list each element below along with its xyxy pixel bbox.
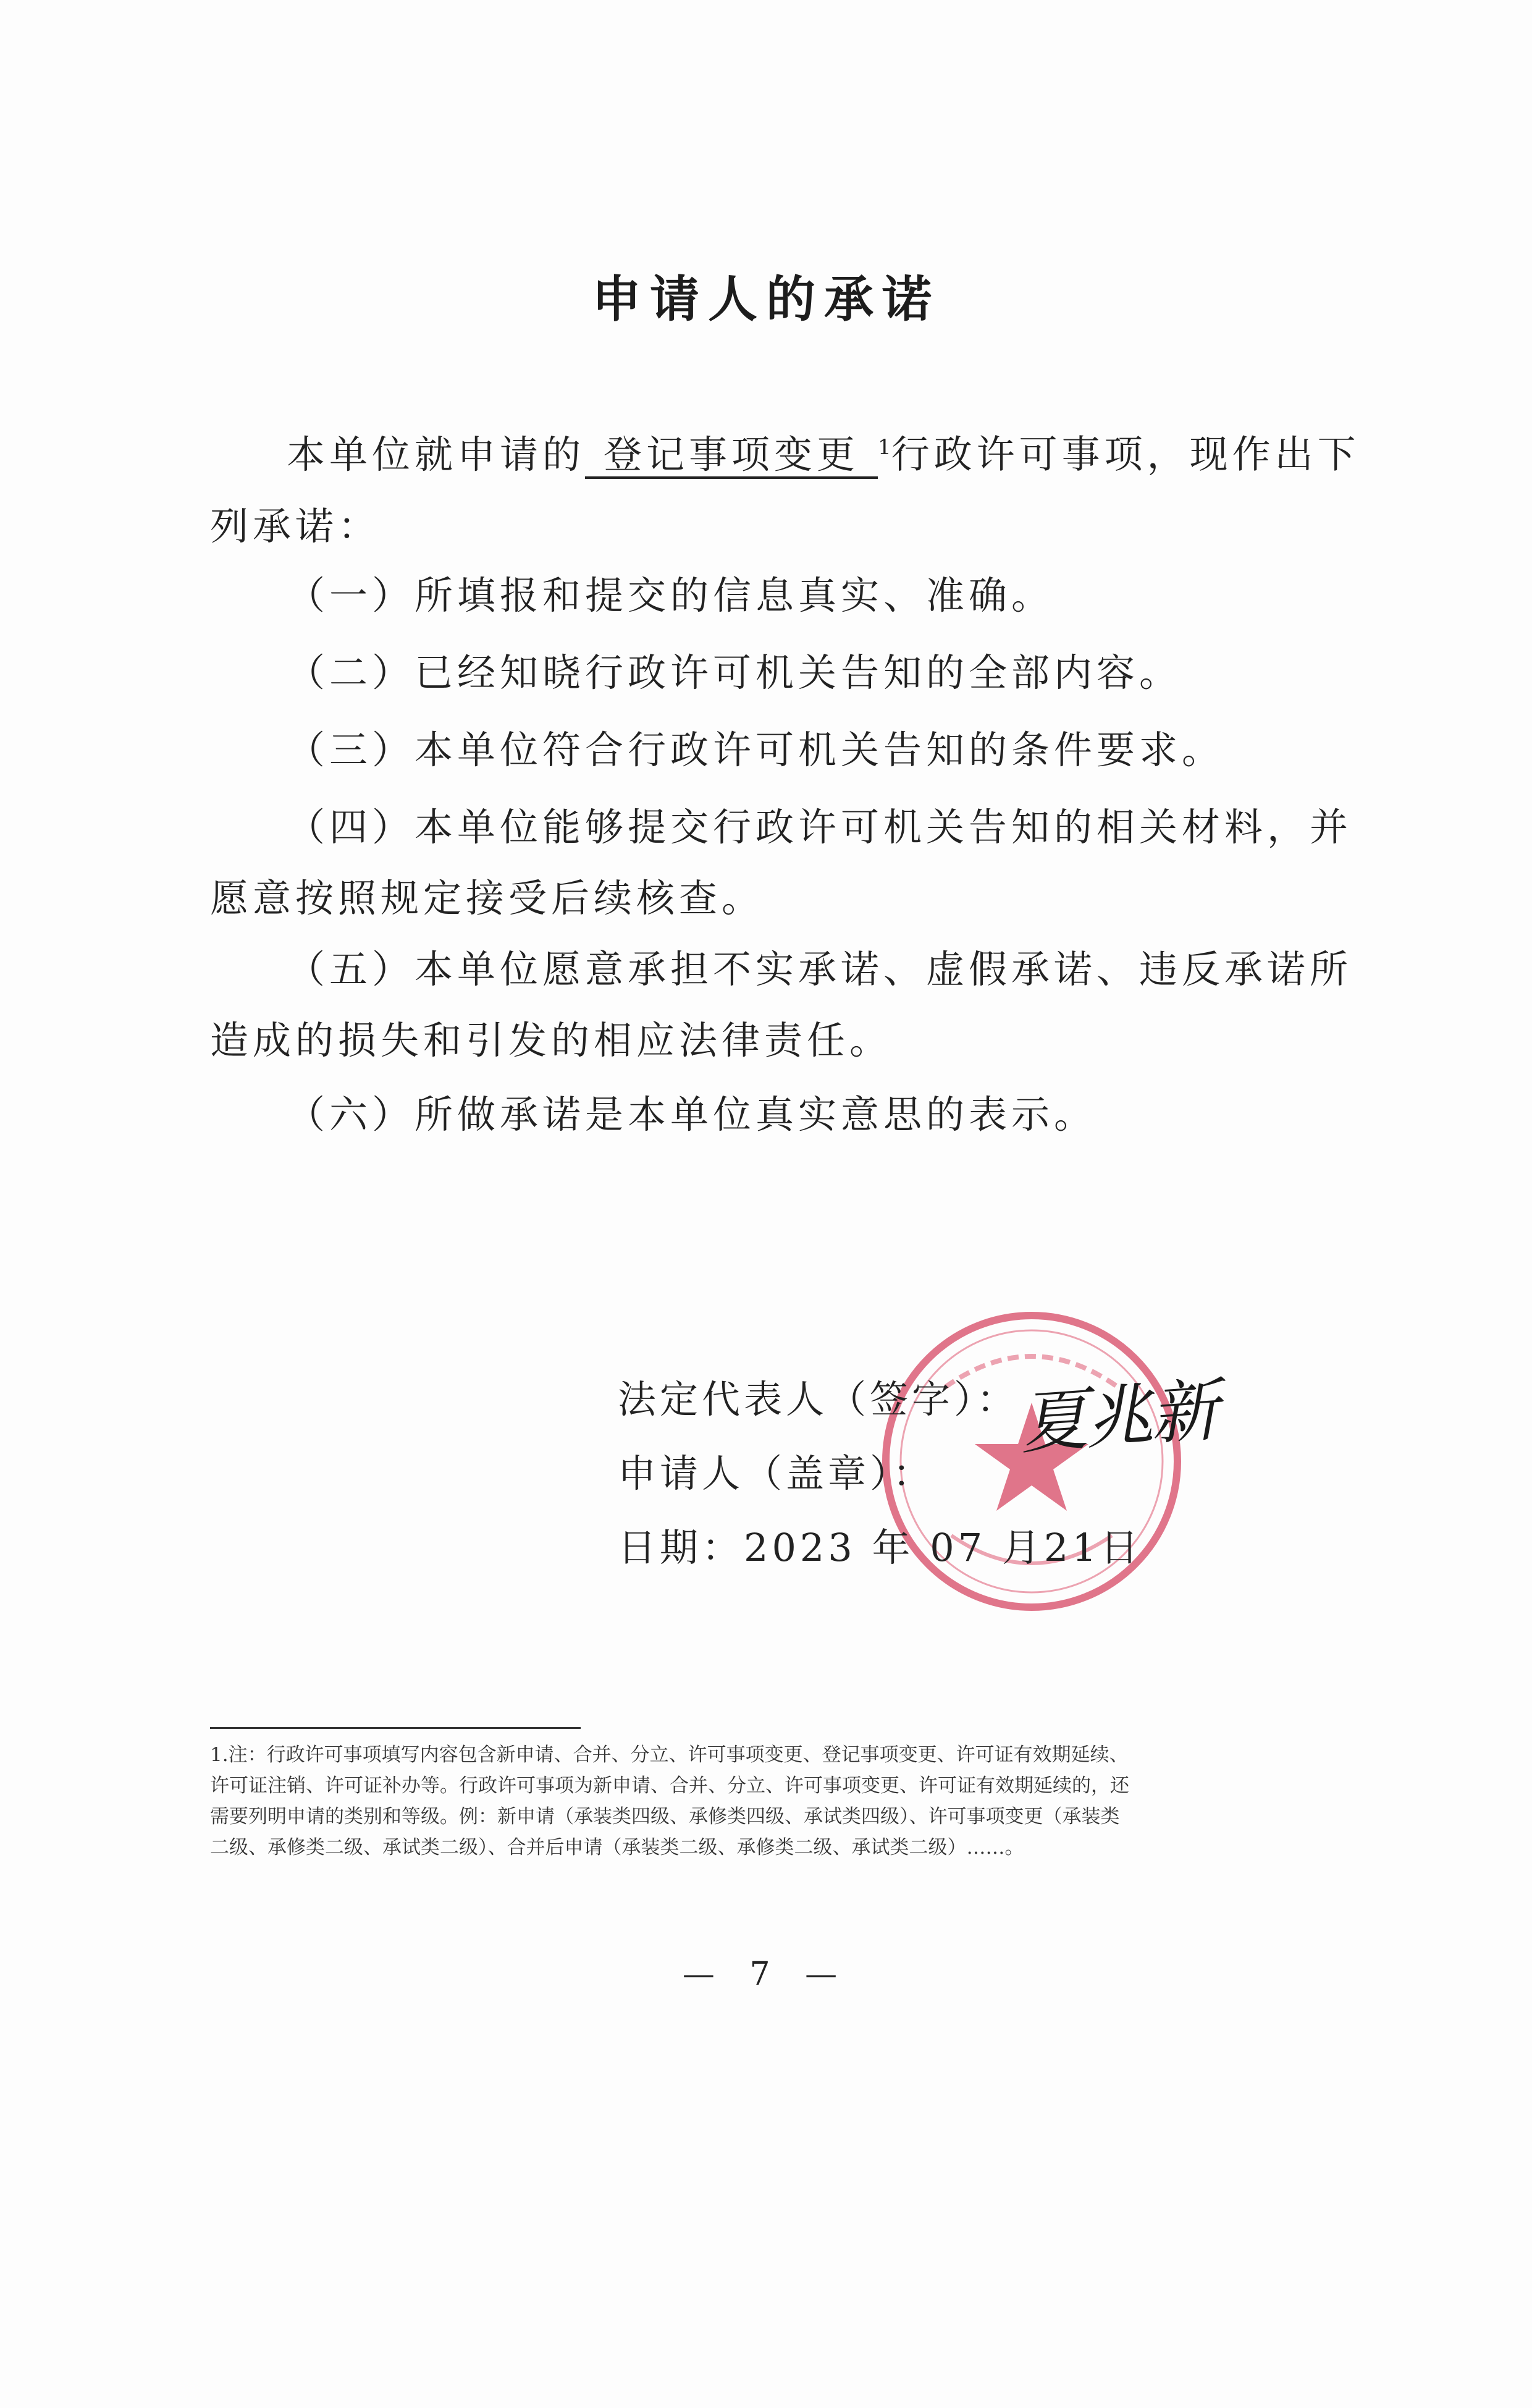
date-month: 07: [930, 1525, 987, 1570]
commitment-item-4-line-2: 愿意按照规定接受后续核查。: [210, 876, 765, 921]
intro-prefix: 本单位就申请的: [287, 431, 586, 477]
document-title: 申请人的承诺: [592, 270, 940, 328]
commitment-item-2: （二）已经知晓行政许可机关告知的全部内容。: [287, 650, 1182, 695]
date-label: 日期：: [618, 1525, 744, 1570]
footnote-line: 许可证注销、许可证补办等。行政许可事项为新申请、合并、分立、许可事项变更、许可证有效期延续的，还: [210, 1775, 1129, 1797]
footnote-line: 二级、承修类二级、承试类二级）、合并后申请（承装类二级、承修类二级、承试类二级）……。: [210, 1836, 1024, 1859]
commitment-item-5-line-2: 造成的损失和引发的相应法律责任。: [210, 1018, 893, 1063]
footnote: [210, 1739, 1322, 1863]
handwritten-signature: 夏兆新: [1017, 1371, 1219, 1463]
footnote-line: 1.注：行政许可事项填写内容包含新申请、合并、分立、许可事项变更、登记事项变更、许可证有效期延续、: [210, 1744, 1129, 1766]
intro-matter-field: 登记事项变更: [585, 433, 878, 479]
commitment-item-1: （一）所填报和提交的信息真实、准确。: [287, 573, 1054, 618]
intro-line-2: 列承诺：: [210, 504, 381, 549]
commitment-item-4-line-1: （四）本单位能够提交行政许可机关告知的相关材料，并: [287, 805, 1353, 850]
commitment-item-5-line-1: （五）本单位愿意承担不实承诺、虚假承诺、违反承诺所: [287, 947, 1353, 992]
intro-line-1: [210, 408, 1360, 494]
date-day: 21: [1043, 1525, 1100, 1570]
footnote-line: 需要列明申请的类别和等级。例：新申请（承装类四级、承修类四级、承试类四级）、许可事项变更（承装类: [210, 1806, 1120, 1828]
date-month-unit: 月: [1001, 1525, 1044, 1570]
date-line: [618, 1517, 1142, 1572]
date-day-unit: 日: [1100, 1525, 1142, 1570]
page-number: — 7 —: [682, 1956, 850, 1993]
intro-suffix: 行政许可事项，现作出下: [891, 431, 1360, 477]
commitment-item-3: （三）本单位符合行政许可机关告知的条件要求。: [287, 727, 1225, 772]
footnote-mark: 1: [878, 435, 891, 460]
footnote-divider: [210, 1727, 581, 1729]
date-year-unit: 年: [872, 1525, 914, 1570]
date-year: 2023: [744, 1525, 856, 1570]
commitment-item-6: （六）所做承诺是本单位真实意思的表示。: [287, 1092, 1097, 1137]
applicant-label: 申请人（盖章）：: [618, 1451, 935, 1496]
representative-label: 法定代表人（签字）：: [618, 1377, 1019, 1422]
